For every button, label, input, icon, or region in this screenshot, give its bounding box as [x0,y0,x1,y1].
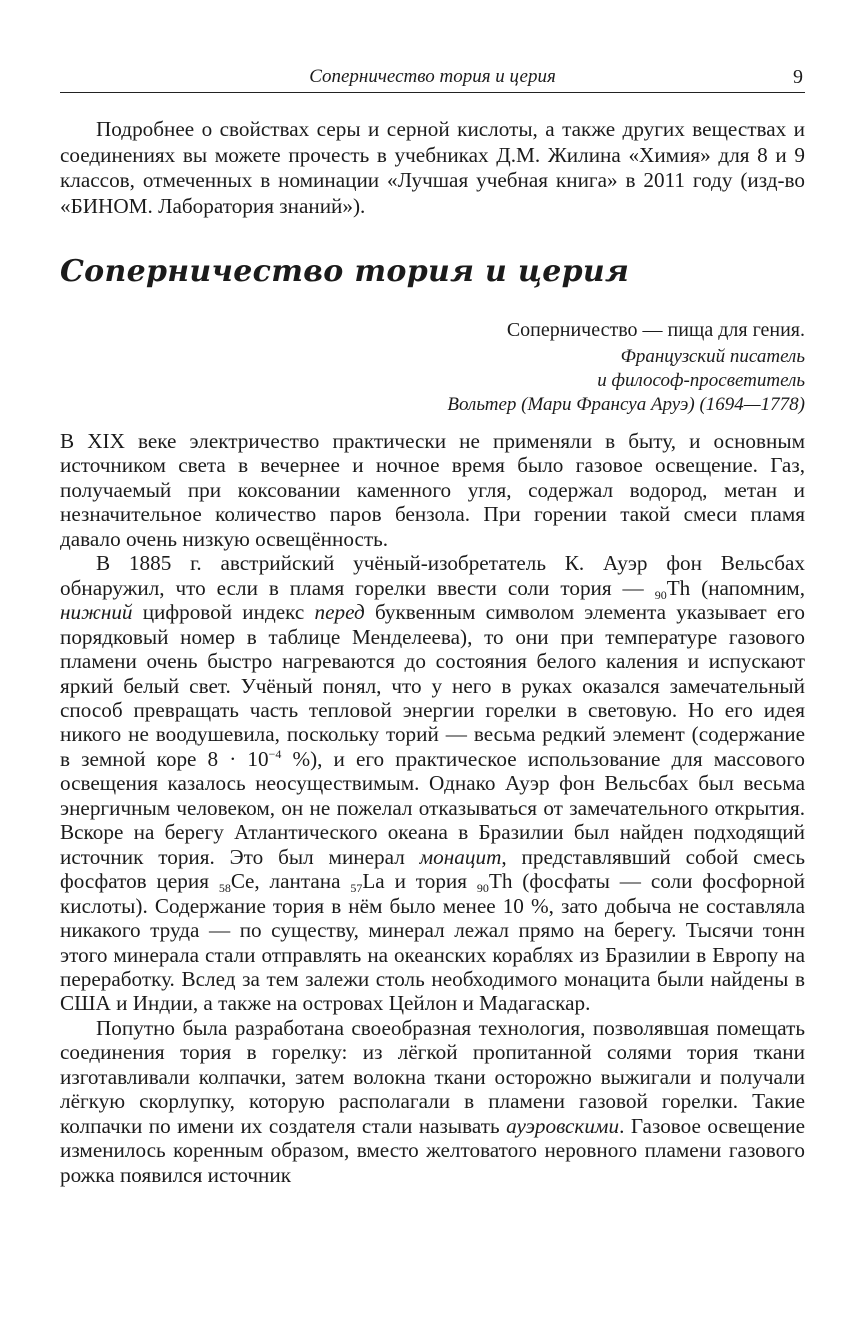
epigraph-attribution-line: и философ-просветитель [597,370,805,391]
atomic-number: 90 [654,587,667,602]
emphasis: ауэровскими [506,1113,620,1138]
main-text [60,429,805,1187]
intro-block [60,117,805,219]
emphasis: нижний [60,600,133,625]
atomic-number: 90 [476,881,489,896]
atomic-number: 57 [350,881,363,896]
atomic-number: 58 [218,881,231,896]
running-header [60,62,805,93]
emphasis: перед [314,600,365,625]
text-run: Попутно была разработана своеобразная технология, позволявшая помещать соединения тория в горелку: из лёгкой пропитанной солями тория ткани изготавливали колпачки, затем волокна ткани осторожно выжигали и получали лёгкую скорлупку, которую располагали в пламени газовой горелки. Такие колпачки по имени их создателя стали называть [60,1015,805,1138]
text-run: (фосфаты — соли фосфорной кислоты). Содержание тория в нём было менее 10 %, зато добыча не составляла никакого труда — по существу, минерал лежал прямо на берегу. Тысячи тонн этого минерала стали отправлять на океанских кораблях из Бразилии в Европу на переработку. Вслед за тем залежи столь необходимого монацита были найдены в США и Индии, а также на островах Цейлон и Мадагаскар. [60,869,806,1016]
paragraph-1: В XIX веке электричество практически не применяли в быту, и основным источником света в вечернее и ночное время было газовое освещение. Газ, получаемый при коксовании каменного угля, содержал водород, метан и незначительное количество паров бензола. При горении такой смеси пламя давало очень низкую освещённость. [60,429,805,551]
element-symbol: Th [666,575,691,600]
element-symbol: La [362,869,385,894]
page-number: 9 [793,66,803,88]
text-run: (напомним, [690,575,806,600]
element-symbol: Ce [230,869,255,894]
text-run: буквенным символом элемента указывает его порядковый номер в таблице Менделеева), то они при температуре газового пламени очень быстро нагреваются до состояния белого каления и испускают яркий белый свет. Учёный понял, что у него в руках оказался замечательный способ превращать часть тепловой энергии горелки в световую. Но его идея никого не воодушевила, поскольку торий — весьма редкий элемент (содержание в земной коре 8 · 10 [60,600,805,771]
emphasis: монацит [419,844,502,869]
element-symbol: Th [488,869,513,894]
text-run: цифровой индекс [132,600,315,625]
epigraph-attribution-line: Французский писатель [620,346,805,367]
paragraph-3 [60,1016,805,1187]
running-title: Соперничество тория и церия [309,66,556,87]
exponent: −4 [268,746,282,761]
text-run: . Газовое освещение изменилось коренным образом, вместо желтоватого неровного пламени газового рожка появился источник [60,1113,805,1187]
text-run: %), и его практическое использование для массового освещения казалось неосуществимым. Однако Ауэр фон Вельсбах был весьма энергичным человеком, он не пожелал отказываться от замечательного открытия. Вскоре на берегу Атлантического океана в Бразилии был найден подходящий источник тория. Это был минерал [60,746,805,869]
text-run: В 1885 г. австрийский учёный-изобретатель К. Ауэр фон Вельсбах обнаружил, что если в пламя горелки ввести соли тория — [60,551,805,600]
section-title: Соперничество тория и церия [60,254,630,289]
text-run: , представлявший собой смесь фосфатов церия [60,844,805,894]
epigraph [447,318,805,417]
text-run: , лантана [254,869,351,894]
paragraph-2 [60,551,805,1016]
intro-paragraph: Подробнее о свойствах серы и серной кислоты, а также других веществах и соединениях вы можете прочесть в учебниках Д.М. Жилина «Химия» для 8 и 9 классов, отмеченных в номинации «Лучшая учебная книга» в 2011 году (изд-во «БИНОМ. Лаборатория знаний»). [60,117,805,218]
epigraph-quote: Соперничество — пища для гения. [506,319,805,341]
epigraph-attribution-line: Вольтер (Мари Франсуа Аруэ) (1694—1778) [447,394,805,415]
text-run: и тория [384,869,477,894]
